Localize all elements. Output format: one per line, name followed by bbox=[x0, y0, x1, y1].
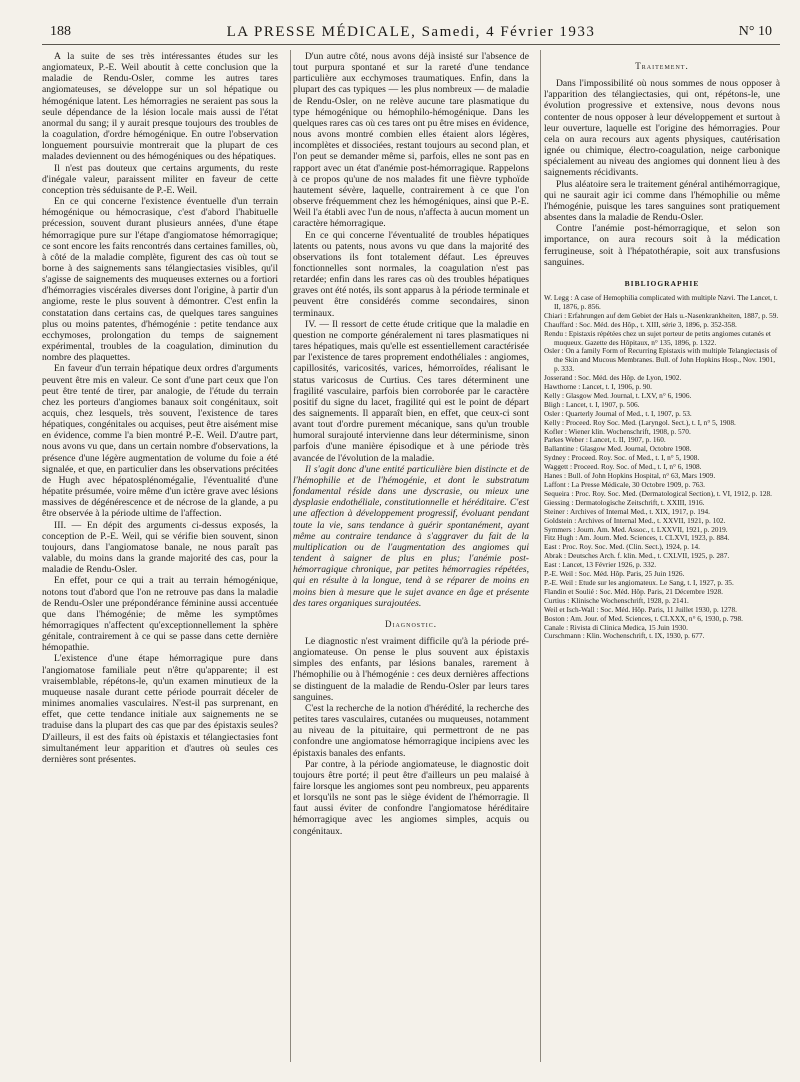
bibliography-entry: Kelly : Proceed. Roy Soc. Med. (Laryngol. Sect.), t. I, n° 5, 1908. bbox=[544, 417, 736, 427]
bibliography-entry: Hawthorne : Lancet, t. I, 1906, p. 90. bbox=[544, 382, 653, 392]
journal-title: LA PRESSE MÉDICALE, Samedi, 4 Février 1933 bbox=[226, 24, 596, 40]
bibliography-heading: BIBLIOGRAPHIE bbox=[624, 278, 700, 288]
bibliography-entry: Sequeira : Proc. Roy. Soc. Med. (Dermatological Section), t. VI, 1912, p. 128. bbox=[544, 488, 772, 498]
column-rule bbox=[290, 50, 291, 1062]
bibliography-entry: W. Legg : A case of Hemophilia complicated with multiple Nævi. The Lancet, t. II, 1876, p. 856. bbox=[544, 292, 778, 311]
bibliography-entry: Flandin et Soulié : Soc. Méd. Hôp. Paris, 21 Décembre 1928. bbox=[544, 586, 723, 596]
bibliography-entry: Parkes Weber : Lancet, t. II, 1907, p. 160. bbox=[544, 435, 666, 445]
paragraph: Le diagnostic n'est vraiment difficile qu'à la période pré-angiomateuse. On pense le plus souvent aux épistaxis simples des enfants, par lésions banales, rarement à l'hémophilie ou à l'hémogénie : ces deux dernières affections se distinguent de la maladie de Rendu-Osler par leurs tares sanguines. bbox=[293, 635, 529, 703]
paragraph: III. — En dépit des arguments ci-dessus exposés, la conception de P.-E. Weil, qui se vérifie bien souvent, sinon toujours, dans l'angiomatose banale, ne nous paraît pas valable, du moins dans la grande majorité des cas, pour la maladie de Rendu-Osler. bbox=[42, 519, 278, 576]
section-heading-diagnostic: Diagnostic. bbox=[384, 618, 438, 629]
paragraph: Il n'est pas douteux que certains arguments, du reste d'inégale valeur, paraissent militer en faveur de cette conception très séduisante de P.-E. Weil. bbox=[42, 162, 278, 196]
bibliography-entry: Josserand : Soc. Méd. des Hôp. de Lyon, 1902. bbox=[544, 373, 682, 383]
paragraph: Il s'agit donc d'une entité particulière bien distincte et de l'hémophilie et de l'hémogénie, et dont le substratum fondamental réside dans une dyscrasie, ou mieux une dysplasie endothéliale, constitutionnelle et héréditaire. C'est une affection à développement progressif, évoluant pendant toute la vie, sans tendance à guérir spontanément, ayant même au contraire tendance à s'aggraver du fait de la multiplication ou de l'augmentation des angiomes qui tendent à saigner de plus en plus; l'anémie post-hémorragique chronique, par petites hémorragies répétées, qui en résulte à la longue, tend à se réparer de moins en moins bien à mesure que le sujet avance en âge et présente des tares organiques surajoutées. bbox=[293, 463, 529, 609]
bibliography-entry: Ballantine : Glasgow Med. Journal, Octobre 1908. bbox=[544, 444, 692, 454]
paragraph: Plus aléatoire sera le traitement général antihémorragique, qui ne saurait agir ici comme dans l'hémophilie ou même l'hémogénie, puisque les tares sanguines sont pratiquement absentes dans la maladie de Rendu-Osler. bbox=[544, 178, 780, 224]
bibliography-entry: Weil et Isch-Wall : Soc. Méd. Hôp. Paris, 11 Juillet 1930, p. 1278. bbox=[544, 604, 737, 614]
bibliography-entry: Chiari : Erfahrungen auf dem Gebiet der Hals u.-Nasenkrankheiten, 1887, p. 59. bbox=[544, 310, 779, 320]
paragraph: L'existence d'une étape hémorragique pure dans l'angiomatose familiale peut n'être qu'apparente; il est vraisemblable, répétons-le, qu'un examen minutieux de la muqueuse nasale durant cette période pourrait déceler de minimes anomalies vasculaires. N'est-il pas surprenant, en effet, que cette tendance initiale aux saignements ne se traduise dans la plupart des cas que par des épistaxis seules? D'ailleurs, il est des faits où épistaxis et télangiectasies font simultanément leur apparition et d'autres où seules ces dernières sont présentes. bbox=[42, 653, 278, 765]
bibliography-entry: Sydney : Proceed. Roy. Soc. of Med., t. I, n° 5, 1908. bbox=[544, 453, 700, 463]
bibliography-entry: Kelly : Glasgow Med. Journal, t. LXV, n° 6, 1906. bbox=[544, 390, 692, 400]
bibliography-entry: Boston : Am. Jour. of Med. Sciences, t. CLXXX, n° 6, 1930, p. 798. bbox=[544, 613, 743, 623]
bibliography-entry: Steiner : Archives of Internal Med., t. XIX, 1917, p. 194. bbox=[544, 506, 710, 516]
issue-number: N° 10 bbox=[738, 24, 772, 39]
bibliography-entry: Giessing : Dermatologische Zeitschrift, t. XXIII, 1916. bbox=[544, 497, 705, 507]
bibliography-entry: Canale : Rivista di Clinica Medica, 15 Juin 1930. bbox=[544, 622, 688, 632]
column-rule bbox=[540, 50, 541, 1062]
column-1 bbox=[42, 51, 278, 837]
paragraph: En ce qui concerne l'existence éventuelle d'un terrain hémogénique ou hémocrasique, c'est d'abord l'habituelle précession, souvent durant plusieurs années, d'une étape hémorragique pure sur l'étape d'angiomatose hémorragique; ce sont encore les faits rencontrés dans certaines familles, où, à côté de la maladie complète, figurent des cas où tout se borne à des saignements sans télangiectasies visibles, qu'il s'agisse de saignements des muqueuses externes ou a fortiori d'hémorragies viscérales diverses dont l'origine, à partir d'un angiome, reste le plus souvent à démontrer. C'est enfin la constatation dans certains cas, de quelques tares sanguines plus ou moins patentes, d'hémogénie : petite tendance aux ecchymoses, prolongation du temps de saignement expérimental, troubles de la coagulation, diminution du nombre des plaquettes. bbox=[42, 196, 278, 364]
paragraph: Dans l'impossibilité où nous sommes de nous opposer à l'apparition des télangiectasies, qui ont, répétons-le, une évolution progressive et extensive, nous devons nous contenter de nous opposer à leur développement et surtout à leur ouverture, laquelle est l'origine des hémorragies. Pour cela on aura recours aux agents physiques, cautérisation ignée ou chimique, électro-coagulation, neige carbonique spécialement au niveau des angiomes qui donnent lieu à des saignements récidivants. bbox=[544, 78, 780, 179]
bibliography-entry: Fitz Hugh : Am. Journ. Med. Sciences, t. CLXVI, 1923, p. 884. bbox=[544, 533, 730, 543]
bibliography-entry: Curtius : Klinische Wochenschrift, 1928, p. 2141. bbox=[544, 595, 689, 605]
bibliography-entry: P.-E. Weil : Etude sur les angiomateux. Le Sang, t. I, 1927, p. 35. bbox=[544, 577, 734, 587]
bibliography-entry: Hanes : Bull. of John Hopkins Hospital, n° 63, Mars 1909. bbox=[544, 471, 716, 481]
paragraph: IV. — Il ressort de cette étude critique que la maladie en question ne comporte généralement ni tares plasmatiques ni tares hépatiques, mais qu'elle est essentiellement caractérisée par l'existence de tares proprement endothéliales : angiomes, capillosités, varicosités, varices, hémorroïdes, réalisant le status varicosus de Curtius. Ces tares déterminent une fragilité vasculaire, parfois bien corroborée par le caractère positif du signe du lacet, fragilité qui est le point de départ des saignements. Il apparaît bien, en effet, que ceux-ci sont avant tout d'ordre purement mécanique, sans qu'un trouble humoral surajouté intervienne dans leur déterminisme, sinon parfois d'une manière épisodique et à une période très avancée de l'évolution de la maladie. bbox=[293, 318, 529, 464]
bibliography-entry: Abrak : Deutsches Arch. f. klin. Med., t. CXLVII, 1925, p. 287. bbox=[544, 551, 730, 561]
bibliography-entry: Kofler : Wiener klin. Wochenschrift, 1908, p. 570. bbox=[544, 426, 691, 436]
paragraph: En ce qui concerne l'éventualité de troubles hépatiques latents ou patents, nous avons vu que dans la majorité des observations ils font totalement défaut. Les épreuves fonctionnelles sont normales, la coagulation n'est pas retardée; enfin dans les rares cas où des troubles hépatiques graves ont été notés, ils sont apparus à la période terminale et peuvent être considérés comme secondaires, sinon terminaux. bbox=[293, 229, 529, 319]
bibliography-entry: Osler : Quarterly Journal of Med., t. I, 1907, p. 53. bbox=[544, 408, 692, 418]
bibliography-entry: P.-E. Weil : Soc. Méd. Hôp. Paris, 25 Juin 1926. bbox=[544, 569, 685, 579]
bibliography-entry: East : Proc. Roy. Soc. Med. (Clin. Sect.), 1924, p. 14. bbox=[544, 542, 700, 552]
bibliography-entry: Goldstein : Archives of Internal Med., t. XXVII, 1921, p. 102. bbox=[544, 515, 726, 525]
bibliography-entry: Chauffard : Soc. Méd. des Hôp., t. XIII, série 3, 1896, p. 352-358. bbox=[544, 319, 737, 329]
bibliography-entry: Waggett : Proceed. Roy. Soc. of Med., t. I, n° 6, 1908. bbox=[544, 462, 702, 472]
bibliography-entry: Osler : On a family Form of Recurring Epistaxis with multiple Telangiectasis of the Skin and Mucous Membranes. Bull. of John Hopkins Hosp., Nov. 1901, p. 333. bbox=[544, 346, 778, 374]
paragraph: Contre l'anémie post-hémorragique, et selon son importance, on aura recours soit à la médication ferrugineuse, soit à l'hépatothérapie, soit aux transfusions sanguines. bbox=[544, 223, 780, 268]
section-heading-traitement: Traitement. bbox=[635, 61, 689, 71]
paragraph: En faveur d'un terrain hépatique deux ordres d'arguments peuvent être mis en valeur. Ce sont d'une part ceux que l'on peut être tenté de tirer, par analogie, de l'étude du terrain chez les porteurs d'angiomes banaux soit congénitaux, soit acquis, chez lesquels, très souvent, l'existence de tares hépatiques, congénitales ou acquises, peut être aisément mise en évidence, comme l'a bien montré P.-E. Weil. D'autre part, nous avons vu que, dans un certain nombre d'observations, la présence d'une légère augmentation de volume du foie a été signalée, et que, en particulier dans les observations précitées de Hugh avec hépatosplénomégalie, l'éventualité d'une hépatite présumée, voire même d'un ictère grave avec lésions massives de dégénérescence et de nécrose de la glande, a pu être observée à la période ultime de l'affection. bbox=[42, 363, 278, 520]
column-3 bbox=[544, 51, 780, 837]
paragraph: Par contre, à la période angiomateuse, le diagnostic doit toujours être porté; il peut être d'ailleurs un peu malaisé à faire lorsque les angiomes sont peu nombreux, peu apparents et lorsqu'ils ne sont pas le siège évident de l'hémorragie. Il faut aussi éviter de confondre l'angiomatose héréditaire hémorragique avec les angiomes simples, acquis ou congénitaux. bbox=[293, 758, 529, 837]
column-2 bbox=[293, 51, 529, 837]
paragraph: C'est la recherche de la notion d'hérédité, la recherche des petites tares vasculaires, cutanées ou muqueuses, notamment au niveau de la pituitaire, qui permettront de ne pas confondre une angiomatose hémorragique incipiens avec les épistaxis banales des enfants. bbox=[293, 702, 529, 759]
paragraph: A la suite de ses très intéressantes études sur les angiomateux, P.-E. Weil aboutit à cette conclusion que la maladie de Rendu-Osler, comme les autres tares angiomateuses, se développe sur un sol hépatique ou hémogénique latent. Les hémorragies ne seraient pas sous la seule dépendance de la lésion locale mais aussi de l'état anormal du sang; il y aurait presque toujours des troubles de la coagulation, d'ordre hémogénique. En outre l'observation longuement poursuivie montrerait que la plupart de ces malades deviennent ou des hémogéniques ou des hépatiques. bbox=[42, 51, 278, 163]
bibliography-entry: Laffont : La Presse Médicale, 30 Octobre 1909, p. 763. bbox=[544, 480, 705, 489]
bibliography-list bbox=[544, 294, 780, 641]
bibliography-entry: Rendu : Epistaxis répétées chez un sujet porteur de petits angiomes cutanés et muqueux. Gazette des Hôpitaux, n° 135, 1896, p. 1322. bbox=[544, 328, 771, 347]
page-header bbox=[42, 22, 780, 45]
bibliography-entry: East : Lancet, 13 Février 1926, p. 332. bbox=[544, 560, 657, 570]
article-columns bbox=[42, 51, 780, 837]
paragraph: En effet, pour ce qui a trait au terrain hémogénique, notons tout d'abord que l'on ne retrouve pas dans la maladie de Rendu-Osler une prépondérance féminine aussi accentuée que dans l'hémogénie; de même les symptômes hémorragiques n'affectent qu'exceptionnellement la sphère génitale, contrairement à ce qui se passe dans cette dernière hémopathie. bbox=[42, 575, 278, 654]
bibliography-entry: Curschmann : Klin. Wochenschrift, t. IX, 1930, p. 677. bbox=[544, 631, 705, 641]
paragraph: D'un autre côté, nous avons déjà insisté sur l'absence de tout purpura spontané et sur la rareté d'une tendance particulière aux ecchymoses traumatiques. Enfin, dans la plupart des cas typiques — les plus nombreux — de maladie de Rendu-Osler, on ne relève aucune tare plasmatique du type hémogénique ou hémophilo-hémogénique. Dans les quelques rares cas où ces tares ont pu être mises en évidence, nous avons montré combien elles étaient alors légères, incomplètes et dissociées, restant toujours au second plan, et l'on peut se demander même si, parfois, elles ne sont pas en rapport avec un état d'anémie post-hémorragique. Rappelons à ce propos qu'une de nos malades fit une fièvre typhoïde hautement sévère, laquelle, contrairement à ce que l'on observe fréquemment chez les hémogéniques, ainsi que P.-E. Weil l'a établi avec l'un de nous, n'affecta à aucun moment un caractère hémorragique. bbox=[293, 51, 529, 230]
bibliography-entry: Bligh : Lancet, t. I, 1907, p. 506. bbox=[544, 399, 640, 409]
bibliography-entry: Symmers : Journ. Am. Med. Assoc., t. LXXVII, 1921, p. 2019. bbox=[544, 524, 728, 534]
page-number: 188 bbox=[50, 24, 71, 39]
